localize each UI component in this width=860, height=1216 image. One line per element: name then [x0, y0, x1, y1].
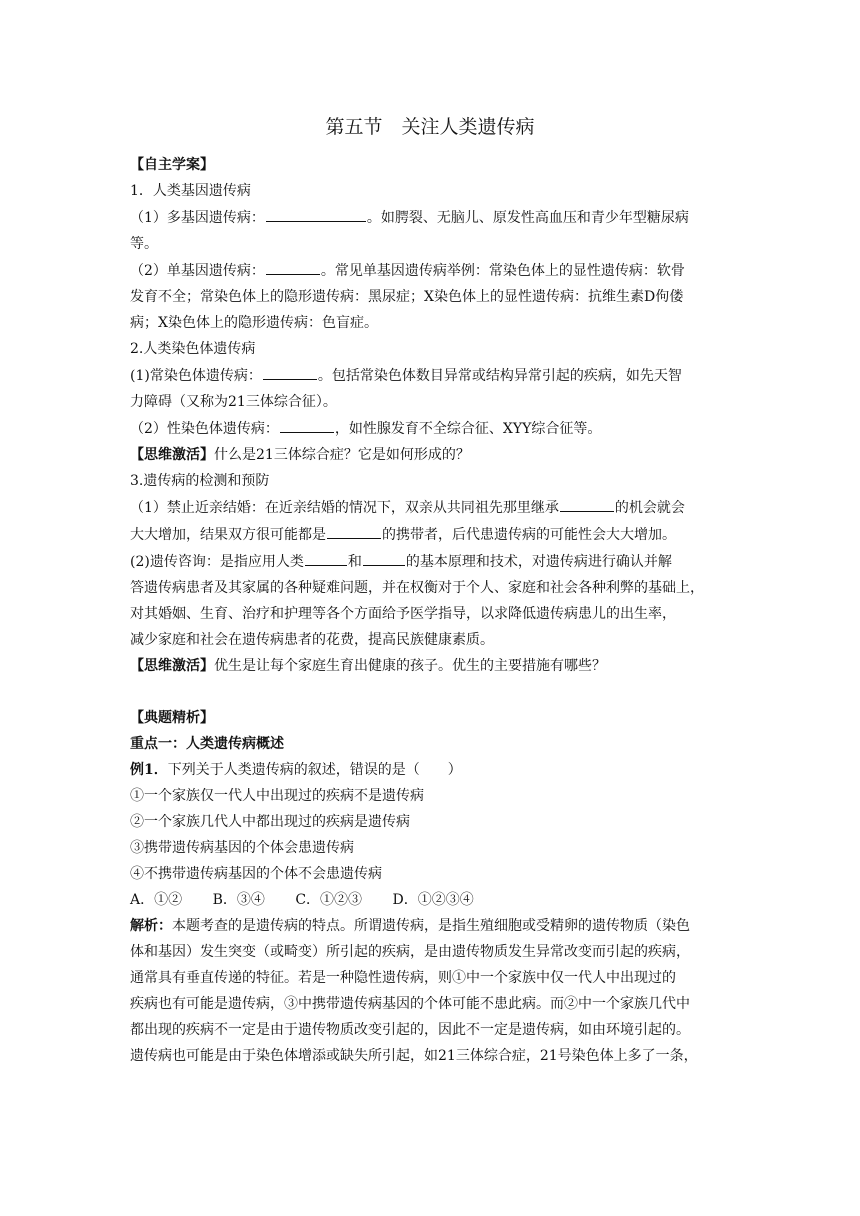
paragraph: 病；X染色体上的隐形遗传病：色盲症。	[130, 315, 378, 331]
paragraph: （1）多基因遗传病： 。如腭裂、无脑儿、原发性高血压和青少年型糖尿病	[130, 204, 730, 231]
paragraph: 发育不全；常染色体上的隐形遗传病：黑尿症；X染色体上的显性遗传病：抗维生素D佝偻	[130, 289, 684, 305]
subsection-title: 3.遗传病的检测和预防	[130, 473, 270, 489]
section-heading-self-study: 【自主学案】	[130, 157, 214, 173]
paragraph: 大大增加，结果双方很可能都是 的携带者，后代患遗传病的可能性会大大增加。	[130, 521, 730, 548]
paragraph: (1)常染色体遗传病： 。包括常染色体数目异常或结构异常引起的疾病，如先天智	[130, 362, 730, 389]
explanation: 体和基因）发生突变（或畸变）所引起的疾病，是由遗传物质发生异常改变而引起的疾病，	[130, 944, 690, 960]
statement-item: ④不携带遗传病基因的个体不会患遗传病	[130, 866, 382, 882]
paragraph: 力障碍（又称为21三体综合征）。	[130, 394, 337, 410]
document-body	[130, 152, 730, 1069]
choice-d: D．①②③④	[392, 892, 474, 908]
section-heading-analysis: 【典题精析】	[130, 710, 214, 726]
paragraph: （2）性染色体遗传病： ，如性腺发育不全综合征、XYY综合征等。	[130, 415, 730, 442]
explanation: 解析：本题考查的是遗传病的特点。所谓遗传病，是指生殖细胞或受精卵的遗传物质（染色	[130, 918, 690, 934]
fill-blank[interactable]	[280, 415, 334, 433]
think-prompt: 【思维激活】什么是21三体综合症？它是如何形成的？	[130, 447, 470, 463]
explanation: 疾病也有可能是遗传病，③中携带遗传病基因的个体可能不患此病。而②中一个家族几代中	[130, 996, 690, 1012]
paragraph: （2）单基因遗传病： 。常见单基因遗传病举例：常染色体上的显性遗传病：软骨	[130, 257, 730, 284]
page-title: 第五节 关注人类遗传病	[325, 116, 535, 138]
fill-blank[interactable]	[266, 257, 320, 275]
statement-item: ①一个家族仅一代人中出现过的疾病不是遗传病	[130, 788, 424, 804]
subsection-title: 2.人类染色体遗传病	[130, 341, 256, 357]
spacer	[130, 679, 730, 705]
example-question: 例1．下列关于人类遗传病的叙述，错误的是（ ）	[130, 762, 462, 778]
choice-a: A．①②	[130, 892, 183, 908]
explanation: 都出现的疾病不一定是由于遗传物质改变引起的，因此不一定是遗传病，如由环境引起的。	[130, 1022, 690, 1038]
explanation: 通常具有垂直传递的特征。若是一种隐性遗传病，则①中一个家族中仅一代人中出现过的	[130, 970, 676, 986]
answer-choices	[130, 887, 730, 913]
subsection-title: 1．人类基因遗传病	[130, 183, 251, 199]
fill-blank[interactable]	[266, 204, 366, 222]
fill-blank[interactable]	[327, 521, 381, 539]
fill-blank[interactable]	[263, 362, 317, 380]
paragraph: 等。	[130, 236, 158, 252]
statement-item: ②一个家族几代人中都出现过的疾病是遗传病	[130, 814, 410, 830]
statement-item: ③携带遗传病基因的个体会患遗传病	[130, 840, 354, 856]
choice-b: B．③④	[212, 892, 265, 908]
paragraph: 答遗传病患者及其家属的各种疑难问题，并在权衡对于个人、家庭和社会各种利弊的基础上，	[130, 580, 704, 596]
paragraph: 减少家庭和社会在遗传病患者的花费，提高民族健康素质。	[130, 632, 494, 648]
fill-blank[interactable]	[363, 548, 405, 566]
fill-blank[interactable]	[305, 548, 347, 566]
fill-blank[interactable]	[560, 494, 614, 512]
key-point-title: 重点一：人类遗传病概述	[130, 736, 284, 752]
paragraph: (2)遗传咨询：是指应用人类 和 的基本原理和技术，对遗传病进行确认并解	[130, 548, 730, 575]
paragraph: （1）禁止近亲结婚：在近亲结婚的情况下，双亲从共同祖先那里继承 的机会就会	[130, 494, 730, 521]
think-prompt: 【思维激活】优生是让每个家庭生育出健康的孩子。优生的主要措施有哪些？	[130, 658, 606, 674]
choice-c: C．①②③	[295, 892, 363, 908]
explanation: 遗传病也可能是由于染色体增添或缺失所引起，如21三体综合症，21号染色体上多了一条，	[130, 1048, 698, 1064]
paragraph: 对其婚姻、生育、治疗和护理等各个方面给予医学指导，以求降低遗传病患儿的出生率，	[130, 606, 676, 622]
